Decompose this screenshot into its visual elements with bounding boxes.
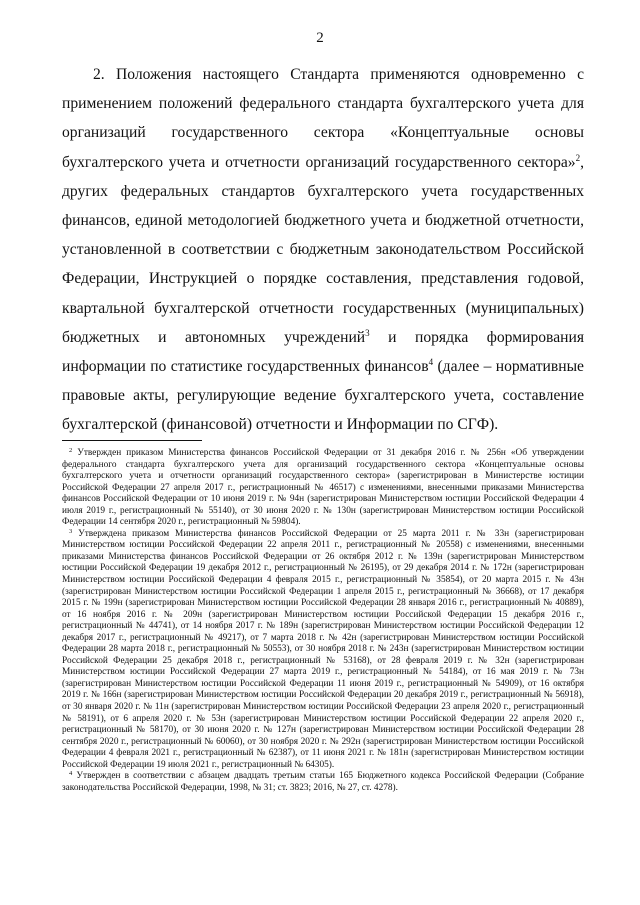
footnote-mark: 3 [69, 527, 73, 535]
main-paragraph [62, 60, 584, 440]
footnote-separator [62, 440, 202, 441]
footnote-text: Утвержден приказом Министерства финансов Российской Федерации от 31 декабря 2016 г. № 256н «Об утверждении федерального стандарта бухгалтерского учета для организаций государственного сектора «Концептуальные основы бухгалтерского учета и отчетности организаций государственного сектора» (зарегистрирован в Министерстве юстиции Российской Федерации 27 апреля 2017 г., регистрационный № 46517) с изменениями, внесенными приказами Министерства финансов Российской Федерации от 10 июня 2019 г. № 94н (зарегистрирован Министерством юстиции Российской Федерации 4 июля 2019 г., регистрационный № 55140), от 30 июня 2020 г. № 130н (зарегистрирован Министерством юстиции Российской Федерации 14 сентября 2020 г., регистрационный № 59804). [62, 448, 584, 528]
footnote-text: Утвержден в соответствии с абзацем двадцать третьим статьи 165 Бюджетного кодекса Российской Федерации (Собрание законодательства Российской Федерации, 1998, № 31; ст. 3823; 2016, № 27, ст. 4278). [62, 771, 584, 793]
footnote-reference-3: 3 [365, 327, 370, 338]
footnote-reference-4: 4 [428, 357, 434, 368]
paragraph-text-part-3: и порядка формирования информации по статистике государственных финансов [62, 328, 584, 376]
footnote-mark: 2 [69, 447, 73, 454]
page-number: 2 [316, 30, 324, 46]
footnote-mark: 4 [69, 770, 73, 778]
footnotes [62, 448, 584, 794]
footnote-4 [62, 771, 584, 794]
footnote-text: Утверждена приказом Министерства финансов Российской Федерации от 25 марта 2011 г. № 33н (зарегистрирован Министерством юстиции Российской Федерации 22 апреля 2011 г., регистрационный № 20558) с изменениями, внесенными приказами Министерства финансов Российской Федерации от 26 октября 2012 г. № 139н (зарегистрирован Министерством юстиции Российской Федерации 19 декабря 2012 г., регистрационный № 26195), от 29 декабря 2014 г. № 172н (зарегистрирован Министерством юстиции Российской Федерации 4 февраля 2015 г., регистрационный № 35854), от 20 марта 2015 г. № 43н (зарегистрирован Министерством юстиции Российской Федерации 1 апреля 2015 г., регистрационный № 36668), от 17 декабря 2015 г. № 199н (зарегистрирован Министерством юстиции Российской Федерации 28 января 2016 г., регистрационный № 40889), от 16 ноября 2016 г. № 209н (зарегистрирован Министерством юстиции Российской Федерации 15 декабря 2016 г., регистрационный № 44741), от 14 ноября 2017 г. № 189н (зарегистрирован Министерством юстиции Российской Федерации 12 декабря 2017 г., регистрационный № 49217), от 7 марта 2018 г. № 42н (зарегистрирован Министерством юстиции Российской Федерации 28 марта 2018 г., регистрационный № 50553), от 30 ноября 2018 г. № 243н (зарегистрирован Министерством юстиции Российской Федерации 25 декабря 2018 г., регистрационный № 53168), от 28 февраля 2019 г. № 32н (зарегистрирован Министерством юстиции Российской Федерации 27 марта 2019 г., регистрационный № 54184), от 16 мая 2019 г. № 73н (зарегистрирован Министерством юстиции Российской Федерации 11 июня 2019 г., регистрационный № 54909), от 16 октября 2019 г. № 166н (зарегистрирован Министерством юстиции Российской Федерации 20 декабря 2019 г., регистрационный № 56918), от 30 января 2020 г. № 11н (зарегистрирован Министерством юстиции Российской Федерации 23 апреля 2020 г., регистрационный № 58191), от 6 апреля 2020 г. № 53н (зарегистрирован Министерством юстиции Российской Федерации 22 апреля 2020 г., регистрационный № 58170), от 30 июня 2020 г. № 127н (зарегистрирован Министерством юстиции Российской Федерации 28 сентября 2020 г., регистрационный № 60060), от 30 ноября 2020 г. № 292н (зарегистрирован Министерством юстиции Российской Федерации 4 февраля 2021 г., регистрационный № 62387), от 11 июня 2021 г. № 181н (зарегистрирован Министерством юстиции Российской Федерации 19 июля 2021 г., регистрационный № 64305). [62, 528, 584, 770]
footnote-reference-2: 2 [575, 152, 581, 163]
footnote-3 [62, 529, 584, 771]
paragraph-text-part-4: (далее – нормативные правовые акты, регулирующие ведение бухгалтерского учета, составление бухгалтерской (финансовой) отчетности и Информации по СГФ). [62, 358, 584, 434]
footnote-2 [62, 448, 584, 529]
paragraph-text-part-1: 2. Положения настоящего Стандарта применяются одновременно с применением положений федерального стандарта бухгалтерского учета для организаций государственного сектора «Концептуальные основы бухгалтерского учета и отчетности организаций государственного сектора» [62, 66, 584, 171]
paragraph-text-part-2: , других федеральных стандартов бухгалтерского учета государственных финансов, единой методологией бюджетного учета и бюджетной отчетности, установленной в соответствии с бюджетным законодательством Российской Федерации, Инструкцией о порядке составления, представления годовой, квартальной бухгалтерской отчетности государственных (муниципальных) бюджетных и автономных учреждений [62, 153, 584, 346]
